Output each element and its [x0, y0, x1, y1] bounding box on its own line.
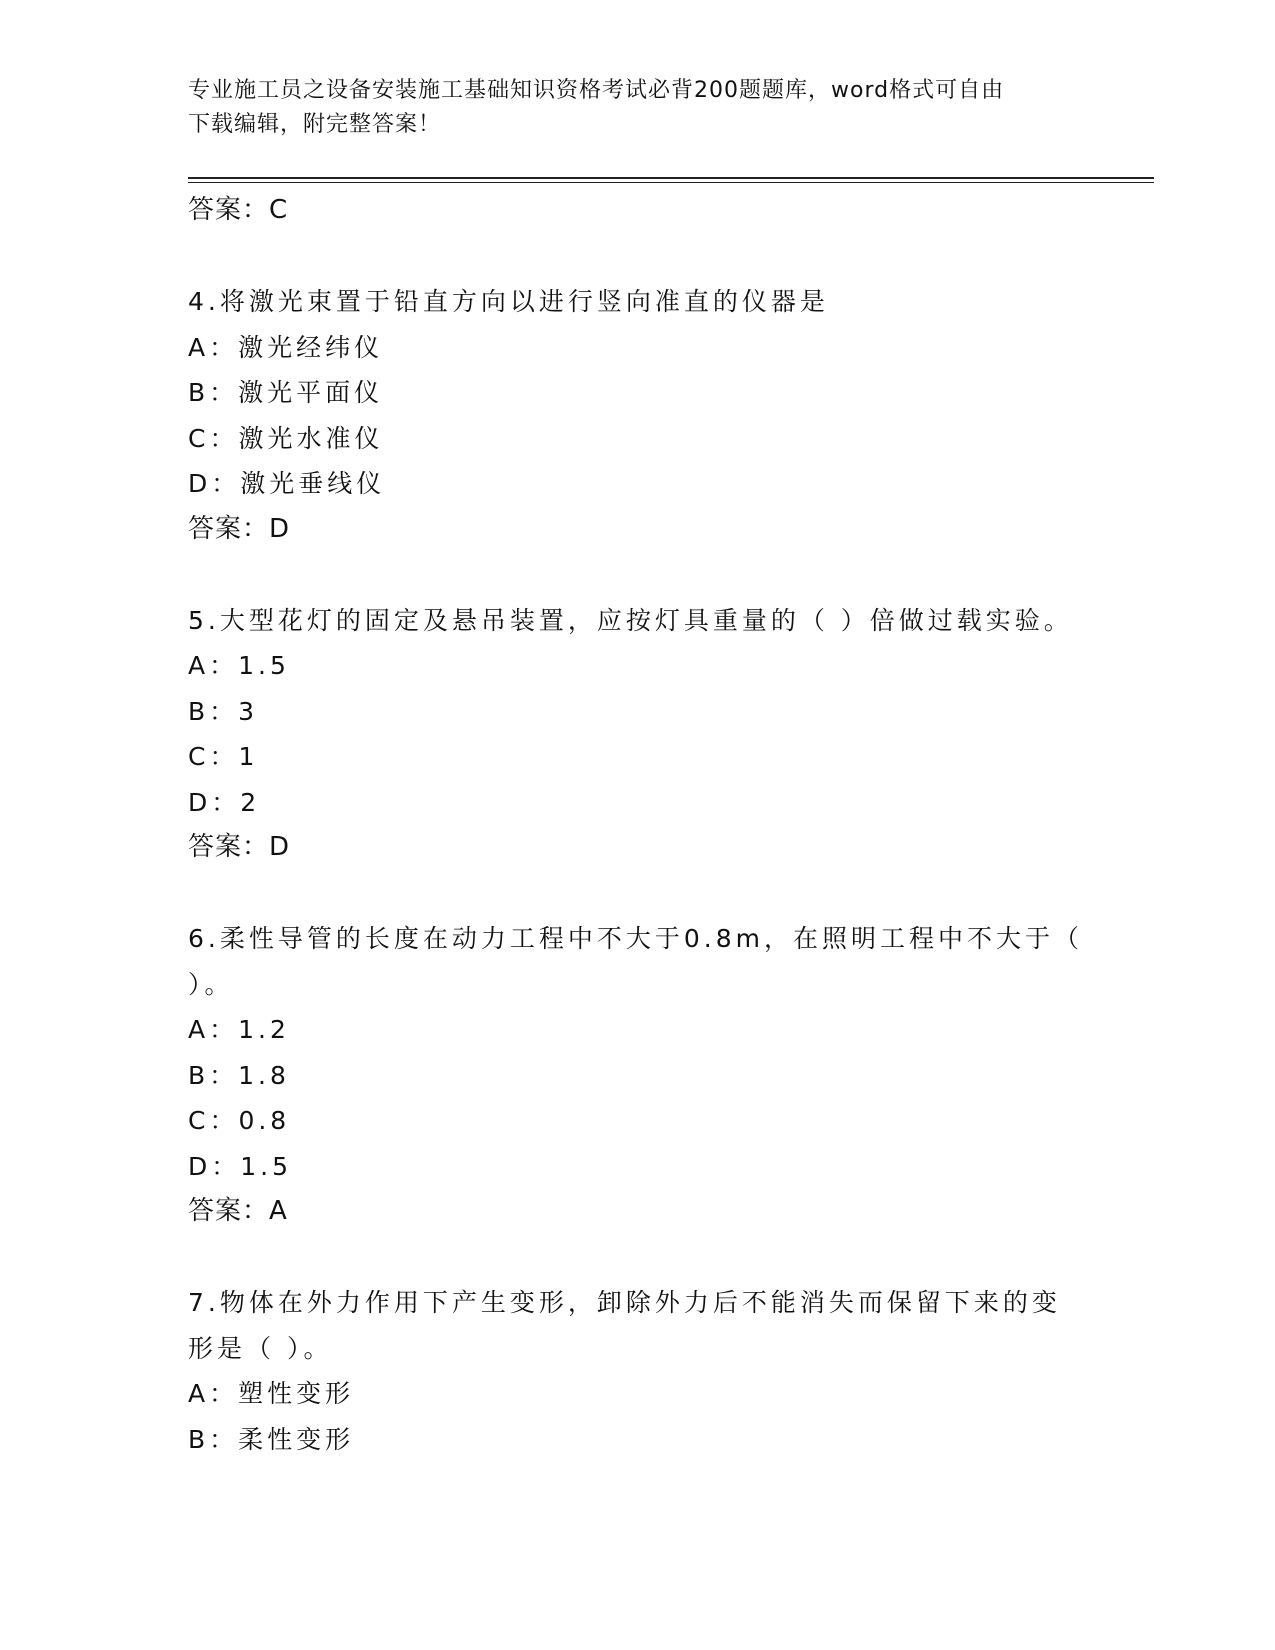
question-stem: 5.大型花灯的固定及悬吊装置，应按灯具重量的（ ）倍做过载实验。 [188, 605, 1073, 635]
answer-line: 答案：D [188, 513, 291, 544]
spacer [188, 871, 1088, 917]
option-b: B：3 [188, 696, 259, 726]
header-divider-thick [188, 177, 1154, 179]
question-stem: 7.物体在外力作用下产生变形，卸除外力后不能消失而保留下来的变 [188, 1288, 1061, 1317]
answer-line: 答案：D [188, 832, 291, 862]
option-c: C：1 [188, 742, 259, 771]
spacer [188, 1235, 1088, 1281]
option-a: A：1.5 [188, 651, 290, 680]
question-stem: 4.将激光束置于铅直方向以进行竖向准直的仪器是 [188, 287, 829, 316]
option-b: B：柔性变形 [188, 1424, 355, 1454]
option-a: A：塑性变形 [188, 1379, 355, 1408]
question-list [188, 188, 1088, 1462]
spacer [188, 234, 1088, 280]
option-d: D：激光垂线仪 [188, 469, 386, 498]
header-divider-thin [188, 182, 1154, 183]
option-d: D：1.5 [188, 1151, 293, 1181]
question-block [188, 598, 1088, 871]
header-line-1: 专业施工员之设备安装施工基础知识资格考试必背200题题库，word格式可自由 [188, 78, 1005, 103]
question-block [188, 1280, 1088, 1462]
option-a: A：1.2 [188, 1015, 290, 1044]
option-c: C：0.8 [188, 1106, 291, 1135]
option-d: D：2 [188, 787, 261, 817]
question-stem: 6.柔性导管的长度在动力工程中不大于0.8m，在照明工程中不大于（ [188, 924, 1083, 953]
option-a: A：激光经纬仪 [188, 332, 384, 362]
option-c: C：激光水准仪 [188, 423, 384, 453]
question-stem-continued: ）。 [188, 969, 234, 999]
question-stem-continued: 形是（ ）。 [188, 1333, 333, 1363]
answer-line: 答案：A [188, 1196, 288, 1226]
question-block [188, 916, 1088, 1235]
spacer [188, 552, 1088, 598]
document-header [188, 74, 1088, 142]
option-b: B：1.8 [188, 1060, 290, 1090]
answer-line: 答案：C [188, 195, 289, 225]
header-line-2: 下载编辑，附完整答案！ [188, 112, 442, 137]
option-b: B：激光平面仪 [188, 378, 384, 407]
question-block [188, 279, 1088, 552]
